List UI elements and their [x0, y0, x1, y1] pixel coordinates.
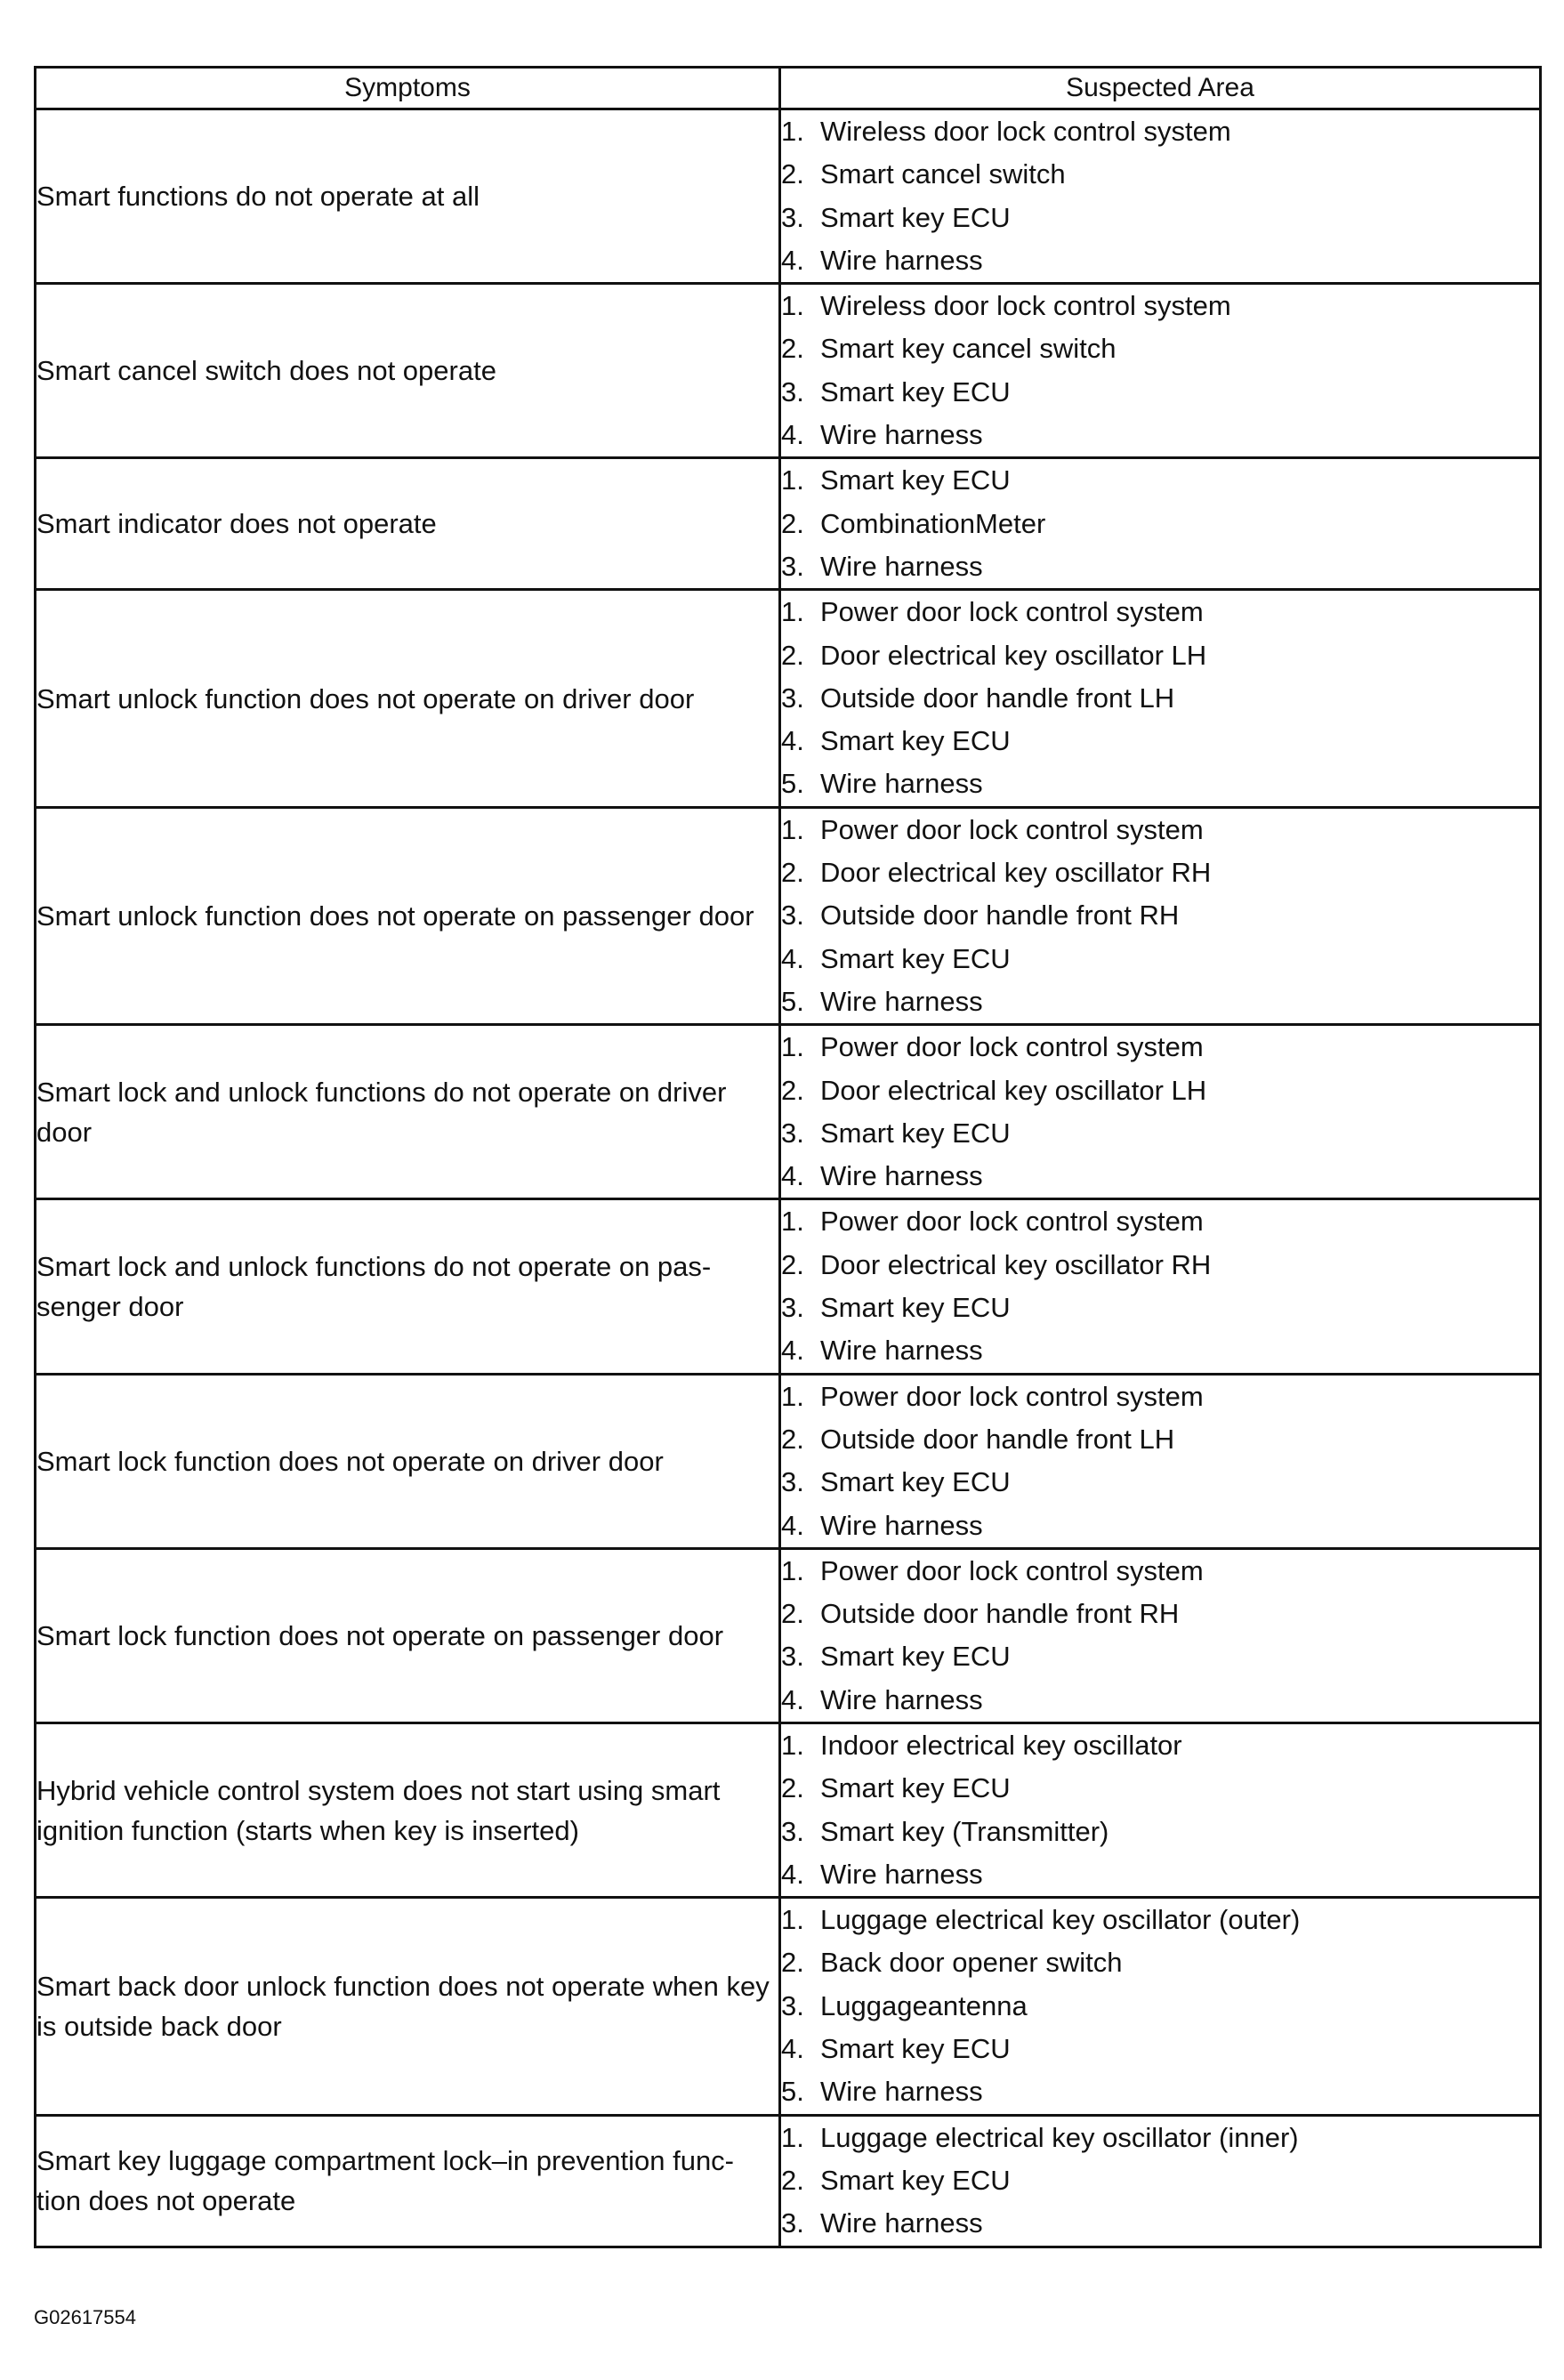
item-text: Wire harness [820, 2076, 983, 2108]
suspected-area-item [781, 1112, 1539, 1155]
symptom-cell: Smart cancel switch does not operate [36, 284, 780, 458]
suspected-area-item [781, 1287, 1539, 1329]
suspected-area-list [781, 110, 1539, 282]
item-text: Smart key (Transmitter) [820, 1815, 1109, 1847]
suspected-area-item [781, 2070, 1539, 2113]
item-number: 5. [781, 985, 804, 1017]
symptom-cell: Smart lock and unlock functions do not operate on driver door [36, 1025, 780, 1199]
item-text: Smart key ECU [820, 1466, 1011, 1498]
table-row [36, 458, 1541, 590]
item-number: 1. [781, 1380, 804, 1412]
item-number: 2. [781, 1947, 804, 1979]
suspected-area-item [781, 1376, 1539, 1418]
item-text: Wire harness [820, 1509, 983, 1541]
item-number: 4. [781, 1335, 804, 1367]
table-body [36, 109, 1541, 2247]
suspected-area-list [781, 809, 1539, 1023]
item-number: 3. [781, 201, 804, 233]
suspected-area-item [781, 1767, 1539, 1810]
suspected-area-list [781, 591, 1539, 805]
item-number: 4. [781, 2033, 804, 2065]
item-text: Wire harness [820, 419, 983, 451]
suspected-area-list [781, 459, 1539, 588]
item-text: Outside door handle front RH [820, 900, 1180, 932]
suspected-area-item [781, 1461, 1539, 1504]
suspected-area-item [781, 545, 1539, 588]
suspected-area-item [781, 327, 1539, 370]
suspected-area-item [781, 980, 1539, 1023]
item-text: Wireless door lock control system [820, 116, 1231, 147]
suspected-area-cell [780, 1199, 1541, 1374]
item-number: 2. [781, 1598, 804, 1630]
item-number: 2. [781, 1423, 804, 1455]
symptom-cell: Smart indicator does not operate [36, 458, 780, 590]
item-text: Wire harness [820, 1683, 983, 1715]
item-number: 1. [781, 1206, 804, 1238]
suspected-area-item [781, 1985, 1539, 2028]
suspected-area-list [781, 285, 1539, 456]
suspected-area-cell [780, 2115, 1541, 2247]
item-number: 4. [781, 1683, 804, 1715]
table-row [36, 1025, 1541, 1199]
item-number: 2. [781, 1248, 804, 1280]
item-number: 4. [781, 1160, 804, 1192]
suspected-area-item [781, 239, 1539, 282]
table-row [36, 284, 1541, 458]
table-header-row [36, 68, 1541, 109]
item-text: Door electrical key oscillator LH [820, 1074, 1207, 1106]
item-text: Luggage electrical key oscillator (inner) [820, 2121, 1299, 2153]
table-row [36, 1374, 1541, 1548]
suspected-area-cell [780, 590, 1541, 807]
item-text: Power door lock control system [820, 1554, 1204, 1586]
suspected-area-item [781, 2202, 1539, 2245]
suspected-area-cell [780, 109, 1541, 284]
item-number: 5. [781, 768, 804, 800]
suspected-area-item [781, 503, 1539, 545]
item-text: Smart key ECU [820, 375, 1011, 407]
item-text: Back door opener switch [820, 1947, 1123, 1979]
table-row [36, 590, 1541, 807]
item-text: Wire harness [820, 1858, 983, 1890]
item-number: 4. [781, 942, 804, 974]
item-text: Power door lock control system [820, 596, 1204, 628]
item-number: 2. [781, 158, 804, 190]
suspected-area-item [781, 1244, 1539, 1287]
item-text: Wire harness [820, 2207, 983, 2239]
symptom-cell: Smart back door unlock function does not operate when key is outside back door [36, 1898, 780, 2115]
item-number: 2. [781, 507, 804, 539]
item-number: 2. [781, 1772, 804, 1804]
suspected-area-item [781, 591, 1539, 633]
item-text: Smart key ECU [820, 2164, 1011, 2196]
item-text: Wire harness [820, 550, 983, 582]
item-number: 3. [781, 682, 804, 714]
item-text: Luggage electrical key oscillator (outer) [820, 1904, 1301, 1936]
item-number: 3. [781, 1989, 804, 2021]
item-number: 4. [781, 1858, 804, 1890]
item-number: 1. [781, 464, 804, 496]
suspected-area-cell [780, 1548, 1541, 1722]
item-number: 2. [781, 2164, 804, 2196]
suspected-area-item [781, 1155, 1539, 1198]
item-text: Wire harness [820, 985, 983, 1017]
suspected-area-list [781, 1376, 1539, 1547]
symptom-cell: Smart lock function does not operate on passenger door [36, 1548, 780, 1722]
item-text: Smart key ECU [820, 1641, 1011, 1673]
item-text: Smart key ECU [820, 464, 1011, 496]
item-number: 1. [781, 2121, 804, 2153]
symptoms-column-header: Symptoms [36, 68, 780, 109]
suspected-area-item [781, 459, 1539, 502]
item-number: 3. [781, 2207, 804, 2239]
item-text: CombinationMeter [820, 507, 1046, 539]
suspected-area-item [781, 1200, 1539, 1243]
suspected-area-item [781, 1069, 1539, 1112]
suspected-area-item [781, 851, 1539, 894]
item-text: Wire harness [820, 768, 983, 800]
suspected-area-cell [780, 284, 1541, 458]
item-number: 2. [781, 333, 804, 365]
symptom-cell: Hybrid vehicle control system does not start using smart ignition function (starts when key is inserted) [36, 1722, 780, 1897]
suspected-area-item [781, 1505, 1539, 1547]
item-text: Door electrical key oscillator RH [820, 857, 1212, 889]
suspected-area-cell [780, 458, 1541, 590]
suspected-area-item [781, 1418, 1539, 1461]
item-text: Smart key ECU [820, 725, 1011, 757]
symptom-cell: Smart unlock function does not operate on passenger door [36, 807, 780, 1024]
suspected-area-item [781, 2117, 1539, 2159]
item-text: Smart key ECU [820, 1292, 1011, 1324]
suspected-area-item [781, 2159, 1539, 2202]
symptom-cell: Smart functions do not operate at all [36, 109, 780, 284]
suspected-area-item [781, 677, 1539, 720]
item-text: Outside door handle front RH [820, 1598, 1180, 1630]
suspected-area-item [781, 1635, 1539, 1678]
suspected-area-column-header: Suspected Area [780, 68, 1541, 109]
suspected-area-item [781, 1941, 1539, 1984]
item-number: 3. [781, 1641, 804, 1673]
suspected-area-list [781, 1550, 1539, 1722]
item-text: Wireless door lock control system [820, 290, 1231, 322]
suspected-area-cell [780, 1025, 1541, 1199]
suspected-area-list [781, 1724, 1539, 1896]
suspected-area-item [781, 1724, 1539, 1767]
suspected-area-item [781, 371, 1539, 414]
table-row [36, 109, 1541, 284]
item-text: Wire harness [820, 1160, 983, 1192]
item-number: 1. [781, 116, 804, 147]
item-number: 1. [781, 813, 804, 845]
item-number: 3. [781, 900, 804, 932]
suspected-area-item [781, 414, 1539, 456]
suspected-area-item [781, 634, 1539, 677]
table-row [36, 1722, 1541, 1897]
symptom-table [34, 66, 1542, 2248]
item-text: Wire harness [820, 1335, 983, 1367]
item-number: 4. [781, 1509, 804, 1541]
suspected-area-item [781, 938, 1539, 980]
item-number: 1. [781, 596, 804, 628]
item-text: Outside door handle front LH [820, 682, 1175, 714]
item-number: 3. [781, 1117, 804, 1149]
table-row [36, 1548, 1541, 1722]
symptom-cell: Smart lock function does not operate on driver door [36, 1374, 780, 1548]
item-text: Smart key ECU [820, 2033, 1011, 2065]
table-row [36, 1898, 1541, 2115]
item-number: 2. [781, 1074, 804, 1106]
suspected-area-cell [780, 807, 1541, 1024]
symptom-cell: Smart unlock function does not operate on driver door [36, 590, 780, 807]
suspected-area-item [781, 1899, 1539, 1941]
table-row [36, 1199, 1541, 1374]
suspected-area-item [781, 197, 1539, 239]
table-row [36, 2115, 1541, 2247]
item-number: 5. [781, 2076, 804, 2108]
suspected-area-item [781, 1679, 1539, 1722]
suspected-area-item [781, 894, 1539, 937]
item-number: 1. [781, 1031, 804, 1063]
item-text: Power door lock control system [820, 813, 1204, 845]
item-number: 3. [781, 1815, 804, 1847]
suspected-area-cell [780, 1722, 1541, 1897]
suspected-area-item [781, 1853, 1539, 1896]
item-number: 4. [781, 725, 804, 757]
suspected-area-item [781, 1593, 1539, 1635]
item-text: Power door lock control system [820, 1031, 1204, 1063]
item-text: Smart key ECU [820, 1772, 1011, 1804]
suspected-area-item [781, 110, 1539, 153]
item-number: 1. [781, 1729, 804, 1761]
item-number: 2. [781, 639, 804, 671]
item-text: Indoor electrical key oscillator [820, 1729, 1182, 1761]
item-text: Wire harness [820, 244, 983, 276]
item-text: Smart key ECU [820, 201, 1011, 233]
suspected-area-cell [780, 1898, 1541, 2115]
suspected-area-list [781, 2117, 1539, 2246]
item-text: Smart key cancel switch [820, 333, 1117, 365]
symptom-cell: Smart lock and unlock functions do not operate on pas- senger door [36, 1199, 780, 1374]
suspected-area-list [781, 1899, 1539, 2113]
item-text: Luggageantenna [820, 1989, 1028, 2021]
table-row [36, 807, 1541, 1024]
item-number: 4. [781, 244, 804, 276]
item-text: Door electrical key oscillator LH [820, 639, 1207, 671]
item-text: Power door lock control system [820, 1380, 1204, 1412]
suspected-area-item [781, 762, 1539, 805]
item-text: Power door lock control system [820, 1206, 1204, 1238]
suspected-area-list [781, 1200, 1539, 1372]
suspected-area-item [781, 1811, 1539, 1853]
suspected-area-item [781, 2028, 1539, 2070]
suspected-area-item [781, 809, 1539, 851]
item-number: 1. [781, 290, 804, 322]
suspected-area-item [781, 1026, 1539, 1069]
item-number: 4. [781, 419, 804, 451]
symptom-cell: Smart key luggage compartment lock–in prevention func- tion does not operate [36, 2115, 780, 2247]
figure-id: G02617554 [34, 2306, 136, 2328]
suspected-area-item [781, 1550, 1539, 1593]
item-text: Smart key ECU [820, 942, 1011, 974]
item-text: Smart cancel switch [820, 158, 1066, 190]
suspected-area-item [781, 153, 1539, 196]
item-number: 1. [781, 1904, 804, 1936]
item-number: 2. [781, 857, 804, 889]
item-number: 1. [781, 1554, 804, 1586]
item-number: 3. [781, 375, 804, 407]
item-text: Smart key ECU [820, 1117, 1011, 1149]
suspected-area-cell [780, 1374, 1541, 1548]
suspected-area-item [781, 720, 1539, 762]
item-text: Outside door handle front LH [820, 1423, 1175, 1455]
item-number: 3. [781, 550, 804, 582]
suspected-area-list [781, 1026, 1539, 1198]
item-text: Door electrical key oscillator RH [820, 1248, 1212, 1280]
item-number: 3. [781, 1292, 804, 1324]
item-number: 3. [781, 1466, 804, 1498]
suspected-area-item [781, 285, 1539, 327]
suspected-area-item [781, 1329, 1539, 1372]
